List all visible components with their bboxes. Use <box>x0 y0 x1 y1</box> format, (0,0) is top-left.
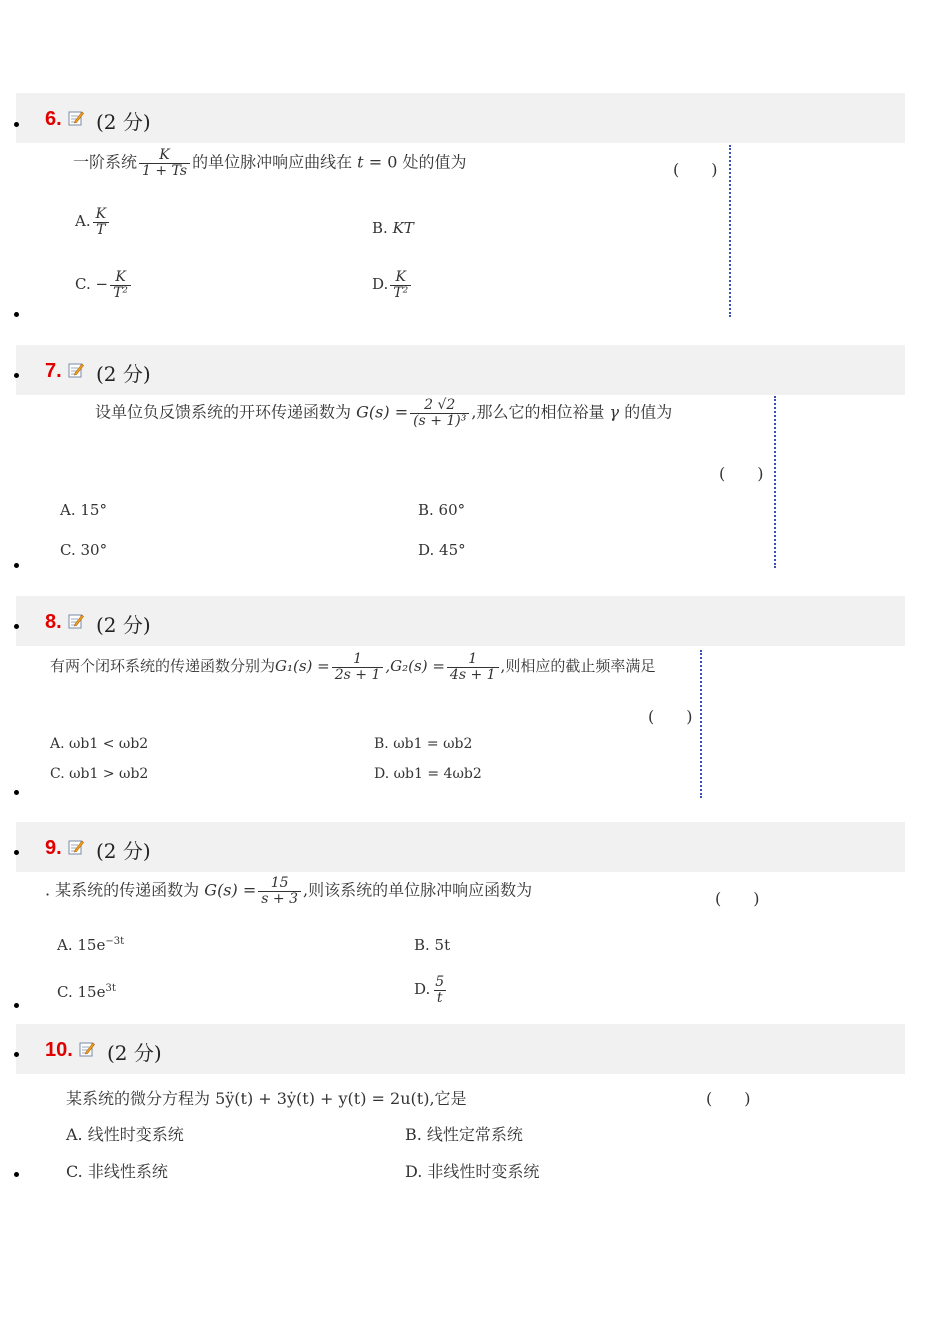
option-c[interactable]: C. ωb1 > ωb2 <box>50 766 149 782</box>
divider-line <box>774 396 776 568</box>
question-7-stem: 设单位负反馈系统的开环传递函数为 G(s) = $\frac{2 √2}{\text{(s + 1)³}}$ ,那么它的相位裕量 γ 的值为 <box>95 397 673 429</box>
answer-paren: ( ) <box>673 160 718 179</box>
edit-icon[interactable] <box>68 613 84 629</box>
question-number[interactable]: 10. <box>45 1039 73 1061</box>
option-b[interactable]: B. 60° <box>418 501 466 519</box>
question-score: (2 分) <box>107 1041 162 1065</box>
question-score: (2 分) <box>96 110 151 134</box>
option-b[interactable]: B. 5t <box>414 936 451 954</box>
option-b[interactable]: B. KT <box>372 219 414 237</box>
question-8-stem: 有两个闭环系统的传递函数分别为G₁(s) = $\frac{1}{2s + 1}$ ,G₂(s) = $\frac{1}{4s + 1}$ ,则相应的截止频率满足 <box>50 651 656 683</box>
question-number[interactable]: 8. <box>45 611 62 633</box>
option-a[interactable]: A. 线性时变系统 <box>66 1125 184 1144</box>
edit-icon[interactable] <box>68 362 84 378</box>
option-c[interactable]: C. − $\frac{K}{\text{T²}}$ <box>75 270 133 300</box>
option-c[interactable]: C. 30° <box>60 541 108 559</box>
list-bullet <box>14 850 19 855</box>
answer-paren: ( ) <box>719 464 764 483</box>
question-number[interactable]: 9. <box>45 837 62 859</box>
option-b[interactable]: B. 线性定常系统 <box>405 1125 523 1144</box>
edit-icon[interactable] <box>68 110 84 126</box>
option-c[interactable]: C. 非线性系统 <box>66 1162 168 1181</box>
list-bullet <box>14 624 19 629</box>
answer-paren: ( ) <box>648 707 693 726</box>
divider-line <box>729 145 731 317</box>
option-a[interactable]: A. $15e^{-3t}$ <box>57 936 125 954</box>
question-6-stem: 一阶系统 $\frac{K}{1 + Ts}$ 的单位脉冲响应曲线在 t = 0 处的值为 <box>73 147 467 179</box>
fraction: $\frac{K}{1 + Ts}$ <box>139 148 190 178</box>
question-score: (2 分) <box>96 839 151 863</box>
option-a[interactable]: A. $\frac{K}{T}$ <box>75 207 111 237</box>
question-score: (2 分) <box>96 613 151 637</box>
list-bullet <box>14 790 19 795</box>
list-bullet <box>14 563 19 568</box>
option-b[interactable]: B. ωb1 = ωb2 <box>374 736 473 752</box>
divider-line <box>700 650 702 798</box>
question-9-stem: . 某系统的传递函数为 G(s) = $\frac{15}{s + 3}$ ,则该系统的单位脉冲响应函数为 <box>45 875 533 907</box>
option-d[interactable]: D. 非线性时变系统 <box>405 1162 540 1181</box>
question-number[interactable]: 6. <box>45 108 62 130</box>
option-a[interactable]: A. 15° <box>60 501 107 519</box>
answer-paren: ( ) <box>706 1089 751 1108</box>
option-a[interactable]: A. ωb1 < ωb2 <box>50 736 149 752</box>
list-bullet <box>14 122 19 127</box>
option-d[interactable]: D. 45° <box>418 541 466 559</box>
question-number[interactable]: 7. <box>45 360 62 382</box>
edit-icon[interactable] <box>79 1041 95 1057</box>
edit-icon[interactable] <box>68 839 84 855</box>
option-c[interactable]: C. $15e^{3t}$ <box>57 983 116 1001</box>
list-bullet <box>14 312 19 317</box>
list-bullet <box>14 1172 19 1177</box>
question-score: (2 分) <box>96 362 151 386</box>
answer-paren: ( ) <box>715 889 760 908</box>
list-bullet <box>14 373 19 378</box>
list-bullet <box>14 1052 19 1057</box>
option-d[interactable]: D. $\frac{K}{\text{T²}}$ <box>372 270 413 300</box>
list-bullet <box>14 1003 19 1008</box>
option-d[interactable]: D. $\frac{5}{t}$ <box>414 974 445 1006</box>
option-d[interactable]: D. ωb1 = 4ωb2 <box>374 766 482 782</box>
question-10-stem: 某系统的微分方程为 5ÿ(t) + 3ẏ(t) + y(t) = 2u(t),它是 <box>66 1089 467 1108</box>
